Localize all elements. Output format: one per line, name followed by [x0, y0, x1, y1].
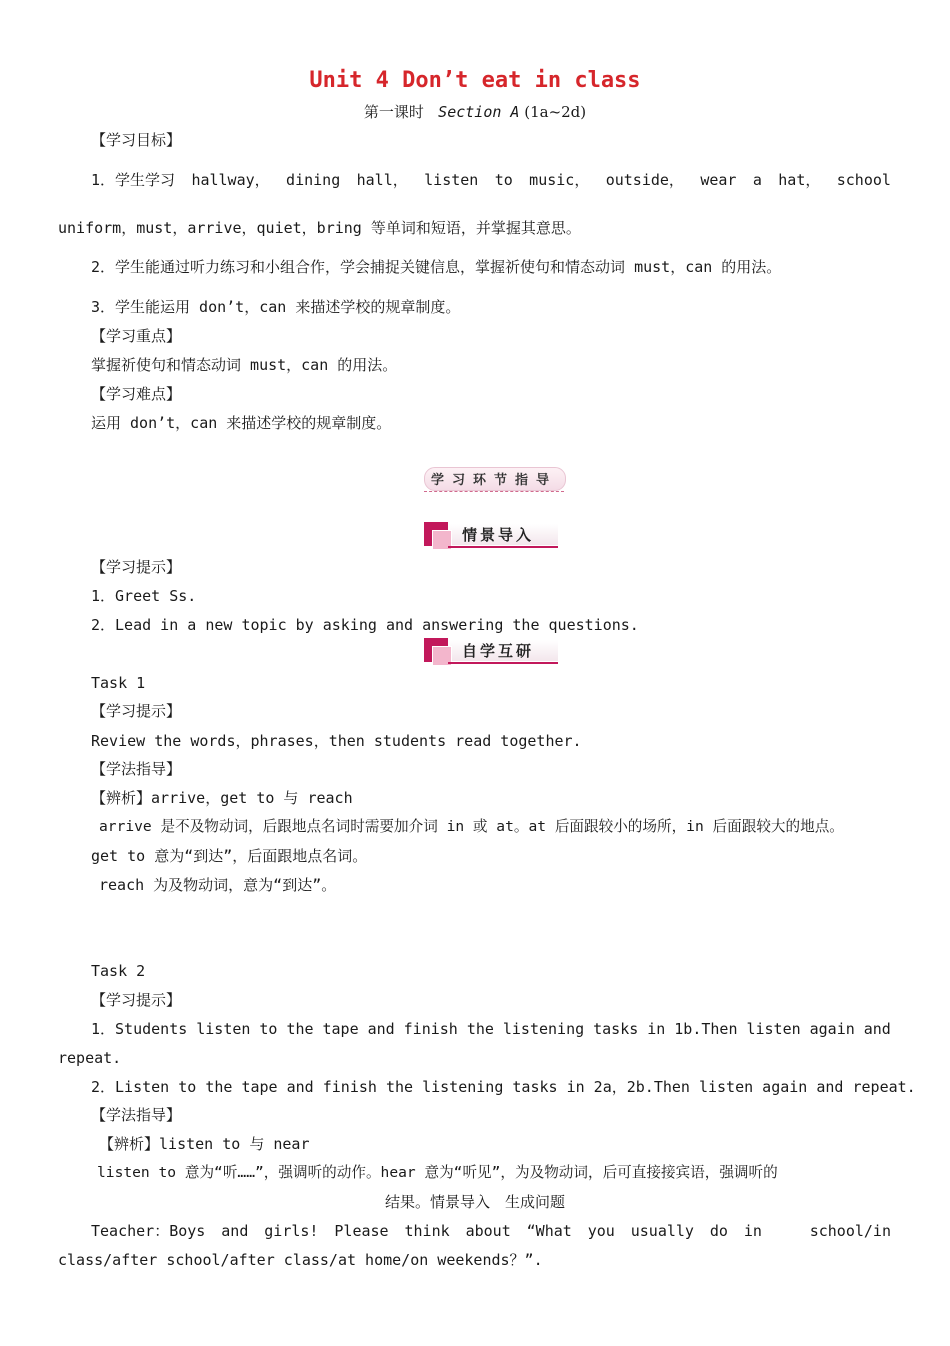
- word: to: [259, 1020, 278, 1038]
- word: hallway，: [191, 171, 270, 189]
- task2-line-1: listen to 意为“听……”，强调听的动作。hear 意为“听见”，为及物动词，后可直接接宾语，强调听的: [97, 1164, 778, 1181]
- word: do: [709, 1222, 728, 1240]
- word: school/in: [809, 1222, 891, 1240]
- task1-guide-heading: 【学法指导】: [91, 760, 182, 778]
- word: and: [221, 1222, 249, 1240]
- word: Please: [334, 1222, 389, 1240]
- word: 1．学生学习: [91, 171, 176, 189]
- page-title: Unit 4 Don’t eat in class: [309, 68, 641, 93]
- word: you: [587, 1222, 615, 1240]
- word: usually: [630, 1222, 694, 1240]
- analysis-tag: 【辨析】: [91, 789, 152, 807]
- word: the: [286, 1020, 314, 1038]
- word: and: [367, 1020, 395, 1038]
- word: and: [863, 1020, 891, 1038]
- task1-title: Task 1: [91, 674, 146, 692]
- lesson-range: (1a~2d): [524, 103, 587, 121]
- analysis-topic: arrive，get to 与 reach: [151, 789, 353, 807]
- situation-item-1: 1．Greet Ss.: [91, 587, 197, 605]
- task1-analysis: [91, 788, 353, 808]
- lesson-section: Section A: [438, 103, 520, 121]
- section-header-self-study: [424, 638, 558, 664]
- goals-heading: 【学习目标】: [91, 131, 182, 149]
- word: listen: [746, 1020, 801, 1038]
- task1-line-2: get to 意为“到达”，后面跟地点名词。: [91, 847, 368, 865]
- word: about: [465, 1222, 511, 1240]
- goal-item-3: 3．学生能运用 don’t，can 来描述学校的规章制度。: [91, 298, 461, 316]
- word: again: [809, 1020, 855, 1038]
- goal-item-1-continued: uniform，must，arrive，quiet，bring 等单词和短语，并掌握其意思。: [58, 219, 581, 237]
- analysis-tag: 【辨析】: [99, 1135, 160, 1153]
- word: outside，: [605, 171, 684, 189]
- word: 1b.Then: [674, 1020, 738, 1038]
- word: girls!: [264, 1222, 319, 1240]
- task2-item-1-continued: repeat.: [58, 1049, 122, 1067]
- lesson-subtitle: [0, 101, 950, 122]
- section-header-situation: [424, 522, 558, 548]
- word: tasks: [593, 1020, 639, 1038]
- task2-line-2: 结果。情景导入 生成问题: [384, 1193, 565, 1211]
- situation-item-2: 2．Lead in a new topic by asking and answering the questions.: [91, 616, 639, 634]
- word: hat，: [778, 171, 821, 189]
- word: 1．Students: [91, 1020, 188, 1038]
- word: finish: [403, 1020, 458, 1038]
- guide-banner: [424, 467, 564, 493]
- word: in: [743, 1222, 762, 1240]
- word: school: [836, 171, 891, 189]
- analysis-topic: listen to 与 near: [159, 1135, 310, 1153]
- teacher-question-continued: class/after school/after class/at home/on weekends？”.: [58, 1251, 543, 1269]
- goal-item-1: [91, 170, 891, 190]
- task1-tip: Review the words，phrases，then students read together.: [91, 732, 582, 750]
- situation-tip-heading: 【学习提示】: [91, 558, 182, 576]
- word: listen: [424, 171, 479, 189]
- word: tape: [322, 1020, 359, 1038]
- task2-tip-heading: 【学习提示】: [91, 991, 182, 1009]
- banner-label: 学习环节指导: [430, 473, 557, 488]
- section-label: 自学互研: [462, 642, 535, 660]
- task2-item-1: [91, 1019, 891, 1039]
- task1-tip-heading: 【学习提示】: [91, 702, 182, 720]
- word: Teacher：Boys: [91, 1222, 206, 1240]
- task1-line-1: arrive 是不及物动词，后跟地点名词时需要加介词 in 或 at。at 后面跟较小的场所，in 后面跟较大的地点。: [99, 818, 844, 835]
- task2-item-2: 2．Listen to the tape and finish the listening tasks in 2a，2b.Then listen again and repeat.: [91, 1078, 916, 1096]
- difficult-text: 运用 don’t，can 来描述学校的规章制度。: [91, 414, 392, 432]
- section-label: 情景导入: [462, 526, 535, 544]
- word: the: [466, 1020, 494, 1038]
- lesson-period: 第一课时: [363, 103, 424, 121]
- key-heading: 【学习重点】: [91, 327, 182, 345]
- key-text: 掌握祈使句和情态动词 must，can 的用法。: [91, 356, 398, 374]
- difficult-heading: 【学习难点】: [91, 385, 182, 403]
- task2-title: Task 2: [91, 962, 146, 980]
- word: “What: [526, 1222, 572, 1240]
- word: dining: [286, 171, 341, 189]
- word: listening: [502, 1020, 585, 1038]
- task2-guide-heading: 【学法指导】: [91, 1106, 182, 1124]
- word: think: [404, 1222, 450, 1240]
- word: a: [752, 171, 762, 189]
- word: to: [494, 171, 513, 189]
- section-underline: [448, 546, 558, 548]
- word: wear: [700, 171, 737, 189]
- teacher-question: [91, 1221, 891, 1241]
- section-underline: [448, 662, 558, 664]
- word: listen: [196, 1020, 251, 1038]
- task1-line-3: reach 为及物动词，意为“到达”。: [99, 876, 337, 894]
- banner-underline: [424, 491, 564, 492]
- word: music，: [529, 171, 590, 189]
- word: hall，: [356, 171, 408, 189]
- goal-item-2: 2．学生能通过听力练习和小组合作，学会捕捉关键信息，掌握祈使句和情态动词 must，can 的用法。: [91, 258, 782, 276]
- word: in: [647, 1020, 666, 1038]
- task2-analysis: [99, 1134, 309, 1154]
